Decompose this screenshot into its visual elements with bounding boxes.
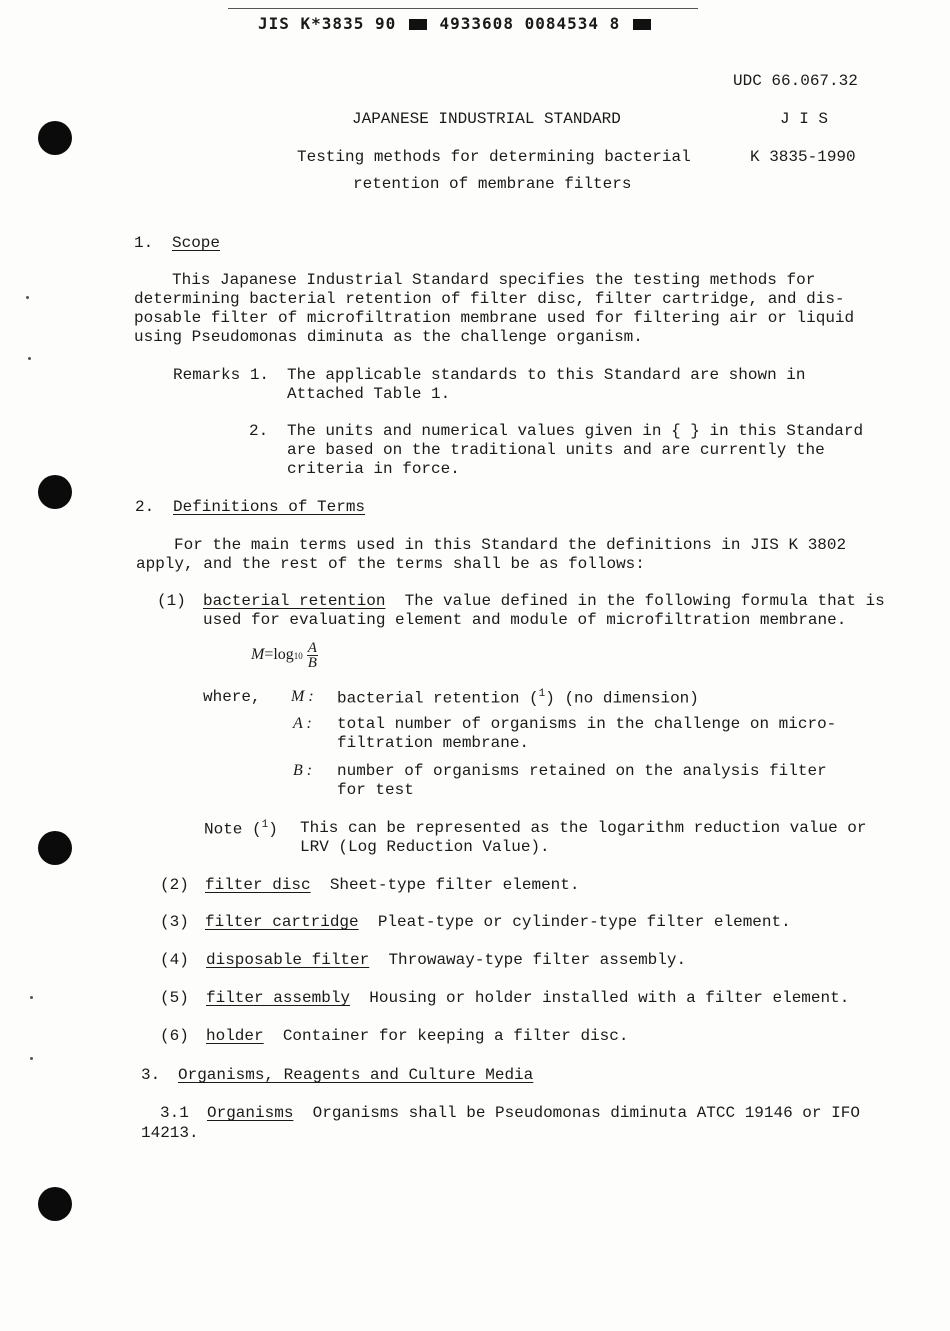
- scan-speck: [30, 1057, 33, 1060]
- subsection-number: 3.1: [160, 1104, 189, 1122]
- document-title-line1: Testing methods for determining bacterial: [297, 148, 691, 166]
- definition-number: (2): [160, 876, 189, 894]
- term-holder: holder: [206, 1027, 264, 1045]
- section-number: 2.: [135, 498, 155, 516]
- scan-speck: [28, 357, 31, 360]
- subsection-3-1-continuation: 14213.: [141, 1124, 199, 1142]
- definition-2: filter disc Sheet-type filter element.: [205, 876, 580, 894]
- punch-hole-icon: [38, 831, 72, 865]
- definition-number: (1): [157, 592, 186, 610]
- remark-1: The applicable standards to this Standard are shown in Attached Table 1.: [287, 366, 806, 403]
- var-m-symbol: M :: [291, 688, 314, 705]
- standard-type: JAPANESE INDUSTRIAL STANDARD: [352, 110, 621, 128]
- remark-2: The units and numerical values given in { } in this Standard are based on the traditional units and are currently the criteria in force.: [287, 422, 864, 478]
- punch-hole-icon: [38, 121, 72, 155]
- term-filter-disc: filter disc: [205, 876, 311, 894]
- term-filter-assembly: filter assembly: [206, 989, 351, 1007]
- note-text: This can be represented as the logarithm reduction value or LRV (Log Reduction Value).: [300, 819, 867, 856]
- barcode-block-icon: [633, 19, 651, 30]
- definition-5: filter assembly Housing or holder installed with a filter element.: [206, 989, 850, 1007]
- formula-fraction: $\frac{A}{B}$: [307, 640, 317, 671]
- remarks-label: Remarks 1.: [173, 366, 270, 384]
- scan-speck: [30, 996, 33, 999]
- where-label: where,: [203, 688, 261, 706]
- jis-label: J I S: [780, 110, 829, 128]
- var-a-symbol: A :: [293, 715, 312, 732]
- definition-number: (3): [160, 913, 189, 931]
- scan-speck: [26, 296, 29, 299]
- var-m-definition: bacterial retention ($^1$) (no dimension): [337, 688, 699, 708]
- definitions-intro: For the main terms used in this Standard the definitions in JIS K 3802 apply, and the rest of the terms shall be as follows:: [136, 536, 847, 573]
- section-number: 3.: [141, 1066, 161, 1084]
- punch-hole-icon: [38, 1187, 72, 1221]
- subsection-3-1: Organisms Organisms shall be Pseudomonas diminuta ATCC 19146 or IFO: [207, 1104, 860, 1122]
- document-code-header: JIS K*3835 90 4933608 0084534 8: [258, 14, 653, 33]
- section-heading-definitions: Definitions of Terms: [173, 498, 366, 516]
- section-heading-scope: Scope: [172, 234, 221, 252]
- section-heading-organisms: Organisms, Reagents and Culture Media: [178, 1066, 534, 1084]
- section-number: 1.: [134, 234, 154, 252]
- standard-number: K 3835-1990: [750, 148, 856, 166]
- definition-number: (4): [160, 951, 189, 969]
- term-disposable-filter: disposable filter: [206, 951, 370, 969]
- definition-3: filter cartridge Pleat-type or cylinder-type filter element.: [205, 913, 791, 931]
- barcode-block-icon: [409, 19, 427, 30]
- subsection-heading-organisms: Organisms: [207, 1104, 294, 1122]
- document-title-line2: retention of membrane filters: [353, 175, 632, 193]
- header-rule: [228, 8, 698, 9]
- remark-2-number: 2.: [249, 422, 269, 440]
- udc-code: UDC 66.067.32: [733, 72, 858, 90]
- definition-4: disposable filter Throwaway-type filter assembly.: [206, 951, 687, 969]
- definition-1: [203, 592, 893, 630]
- var-b-definition: number of organisms retained on the analysis filter for test: [337, 762, 827, 799]
- definition-6: holder Container for keeping a filter disc.: [206, 1027, 629, 1045]
- retention-formula: M=log10 $\frac{A}{B}$: [251, 640, 317, 671]
- var-a-definition: total number of organisms in the challenge on micro-filtration membrane.: [337, 715, 837, 752]
- var-b-symbol: B :: [293, 762, 313, 779]
- definition-1-text: The value defined in the following formula that is used for evaluating element and module of microfiltration membrane.: [203, 592, 885, 629]
- definition-number: (6): [160, 1027, 189, 1045]
- punch-hole-icon: [38, 475, 72, 509]
- scope-paragraph: This Japanese Industrial Standard specifies the testing methods for determining bacterial retention of filter disc, filter cartridge, and dis-posable filter of microfiltration membrane used for filtering air or liquid using Pseudomonas diminuta as the challenge organism.: [134, 271, 855, 346]
- definition-number: (5): [160, 989, 189, 1007]
- term-filter-cartridge: filter cartridge: [205, 913, 359, 931]
- note-label: Note ($^1$): [204, 819, 278, 839]
- term-bacterial-retention: bacterial retention: [203, 592, 386, 610]
